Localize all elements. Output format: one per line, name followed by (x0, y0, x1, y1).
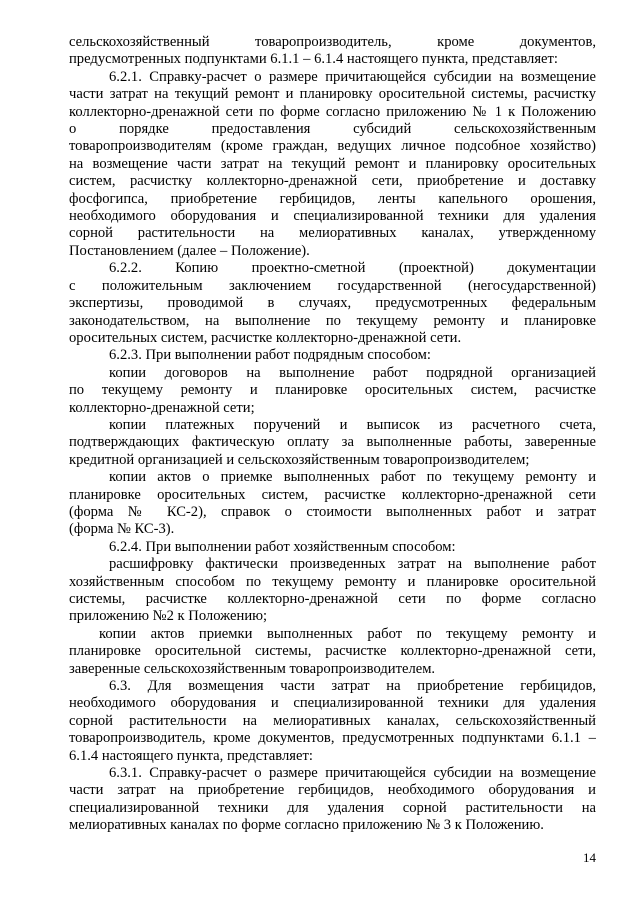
text-line: 6.2.3. При выполнении работ подрядным способом: (109, 347, 431, 364)
text-line: коллекторно-дренажной сети; (69, 399, 255, 416)
text-line: о порядке предоставления субсидий сельскохозяйственным (69, 121, 596, 138)
text-line: копии платежных поручений и выписок из расчетного счета, (109, 416, 596, 433)
text-line: приложению №2 к Положению; (69, 608, 268, 625)
text-line: необходимого оборудования и специализированной техники для удаления (69, 695, 596, 712)
text-line: хозяйственным способом по текущему ремонту и планировке оросительной (69, 573, 596, 590)
text-line: копии актов приемки выполненных работ по текущему ремонту и (99, 625, 596, 642)
text-line: 6.1.4 настоящего пункта, представляет: (69, 747, 313, 764)
page-number: 14 (583, 850, 596, 865)
text-line: планировке оросительной системы, расчистке коллекторно-дренажной сети, (69, 643, 596, 660)
text-line: части затрат на приобретение гербицидов, необходимого оборудования и (69, 782, 596, 799)
text-line: (форма № КС-3). (69, 521, 175, 538)
text-line: фосфогипса, приобретение гербицидов, ленты капельного орошения, (69, 190, 596, 207)
text-line: законодательством, на выполнение по текущему ремонту и планировке (69, 312, 596, 329)
text-line: оросительных систем, расчистке коллекторно-дренажной сети. (69, 329, 462, 346)
text-line: экспертизы, проводимой в случаях, предусмотренных федеральным (69, 295, 596, 312)
text-line: системы, расчистке коллекторно-дренажной сети по форме согласно (69, 591, 596, 607)
text-line: товаропроизводителям (кроме граждан, ведущих личное подсобное хозяйство) (69, 138, 596, 155)
text-line: планировке оросительных систем, расчистке коллекторно-дренажной сети (69, 486, 596, 503)
text-line: мелиоративных каналах по форме согласно приложению № 3 к Положению. (69, 817, 544, 834)
text-line: Постановлением (далее – Положение). (69, 242, 310, 259)
text-line: коллекторно-дренажной сети по форме согласно приложению № 1 к Положению (69, 103, 596, 120)
document-body (69, 34, 596, 835)
text-line: кредитной организацией и сельскохозяйственным товаропроизводителем; (69, 451, 530, 468)
text-line: копии договоров на выполнение работ подрядной организацией (109, 364, 596, 381)
text-line: необходимого оборудования и специализированной техники для удаления (69, 208, 596, 225)
text-line: товаропроизводитель, кроме документов, предусмотренных подпунктами 6.1.1 – (69, 730, 596, 747)
text-line: сорной растительности на мелиоративных каналах, сельскохозяйственный (69, 712, 596, 729)
text-line: подтверждающих фактическую оплату за выполненные работы, заверенные (69, 434, 596, 451)
text-line: по текущему ремонту и планировке оросительных систем, расчистке (69, 382, 596, 399)
text-line: сельскохозяйственный товаропроизводитель, кроме документов, (69, 34, 596, 50)
text-line: расшифровку фактически произведенных затрат на выполнение работ (109, 556, 596, 573)
text-line: 6.2.4. При выполнении работ хозяйственным способом: (109, 538, 456, 555)
text-line: 6.3.1. Справку-расчет о размере причитающейся субсидии на возмещение (109, 765, 596, 782)
text-line: (форма № КС-2), справок о стоимости выполненных работ и затрат (69, 503, 596, 520)
text-line: 6.2.1. Справку-расчет о размере причитающейся субсидии на возмещение (109, 68, 596, 85)
text-line: на возмещение части затрат на текущий ремонт и планировку оросительных (69, 155, 596, 172)
text-line: 6.3. Для возмещения части затрат на приобретение гербицидов, (109, 678, 596, 695)
text-line: сорной растительности на мелиоративных каналах, утвержденному (69, 225, 596, 242)
text-line: систем, расчистку коллекторно-дренажной сети, приобретение и доставку (69, 173, 596, 190)
text-line: с положительным заключением государственной (негосударственной) (69, 277, 596, 294)
text-line: предусмотренных подпунктами 6.1.1 – 6.1.4 настоящего пункта, представляет: (69, 51, 558, 68)
text-line: части затрат на текущий ремонт и планировку оросительной системы, расчистку (69, 86, 596, 103)
text-line: заверенные сельскохозяйственным товаропроизводителем. (69, 660, 436, 677)
text-line: копии актов о приемке выполненных работ по текущему ремонту и (109, 469, 596, 486)
text-line: 6.2.2. Копию проектно-сметной (проектной) документации (109, 260, 596, 277)
text-line: специализированной техники для удаления сорной растительности на (69, 799, 596, 816)
